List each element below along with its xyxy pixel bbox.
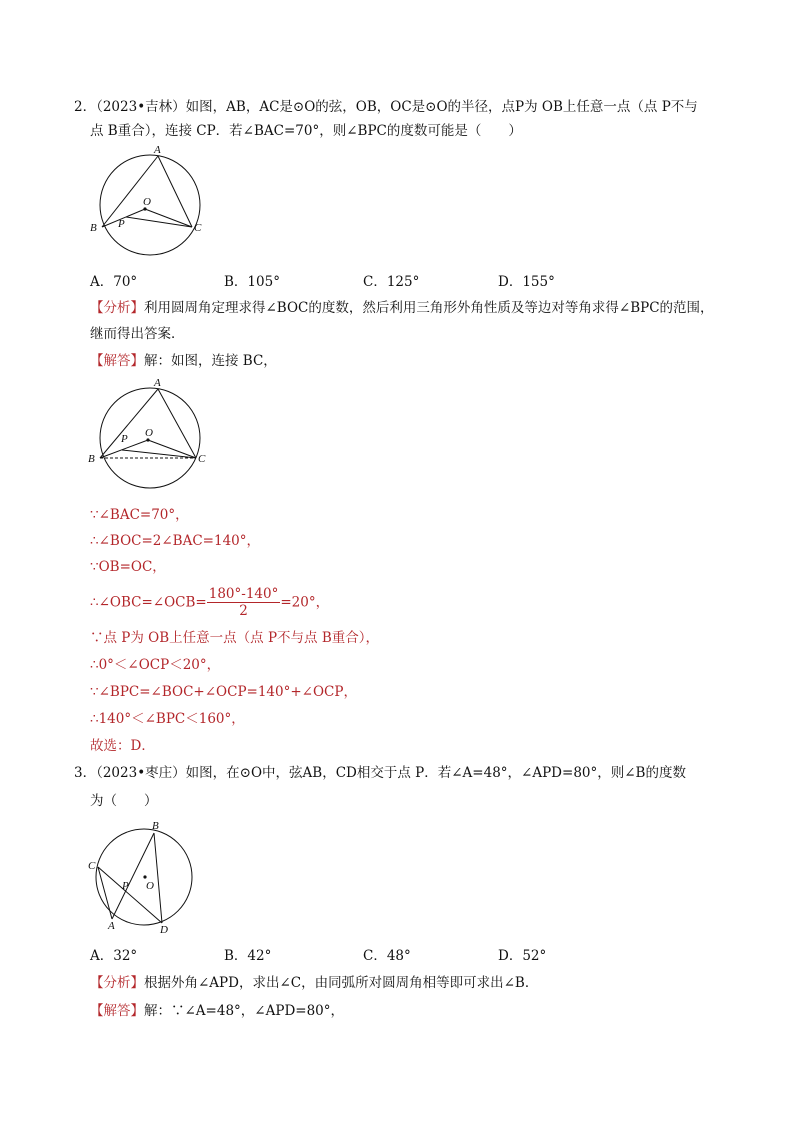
q3-analysis-tag: 【分析】 [90,975,144,991]
q3-segment-bd [154,833,162,923]
q2-stem-line1: 2．（2023•吉林）如图，AB，AC是⊙O的弦，OB，OC是⊙O的半径，点P为 OB上任意一点（点 P不与 [74,99,698,115]
q3-chord-ab [112,833,154,919]
q2-step-8: ∴140°＜∠BPC＜160°， [90,711,245,727]
q2-sol-label-o: O [145,427,153,439]
q2-fraction-denominator: 2 [239,603,248,619]
q2-analysis-line2: 继而得出答案． [90,326,185,342]
q2-fraction [207,586,281,619]
q3-option-a: A．32° [90,948,138,964]
q2-answer-intro [90,350,277,372]
q3-option-c: C．48° [363,948,411,964]
q3-chord-cd [98,867,162,923]
q2-step-4 [90,586,329,619]
q2-answer-tag: 【解答】 [90,353,144,369]
q2-chord-ab [102,156,158,227]
q3-answer-line [90,1000,344,1022]
q3-answer-text: 解：∵∠A=48°，∠APD=80°， [144,1003,345,1019]
q3-option-b: B．42° [224,948,272,964]
q3-label-d: D [160,924,168,936]
q2-label-o: O [143,196,151,208]
q3-option-d: D．52° [498,948,547,964]
q2-step-5: ∵点 P为 OB上任意一点（点 P不与点 B重合）， [90,630,379,646]
q3-label-c: C [88,860,96,872]
q2-fraction-numerator: 180°-140° [208,586,279,602]
q2-solution-figure [88,377,218,480]
q2-segment-cp [126,217,192,227]
q2-step-3: ∵OB=OC， [90,559,166,575]
q2-option-b: B．105° [224,274,280,290]
q3-analysis-line1 [90,972,538,994]
q2-figure [88,144,218,247]
q3-stem-line2: 为（ ） [90,793,158,809]
q2-step-7: ∵∠BPC=∠BOC+∠OCP=140°+∠OCP， [90,684,357,700]
q2-label-a: A [154,144,161,156]
q2-answer-intro-text: 解：如图，连接 BC， [144,353,277,369]
q2-sol-label-a: A [154,377,161,389]
q2-label-b: B [90,222,97,234]
q3-label-p: P [122,880,129,892]
q2-analysis-tag: 【分析】 [90,300,144,316]
q2-step-1: ∵∠BAC=70°， [90,507,189,523]
q3-answer-tag: 【解答】 [90,1003,144,1019]
q2-option-a: A．70° [90,274,138,290]
q2-label-c: C [194,222,202,234]
q3-analysis-text: 根据外角∠APD，求出∠C，由同弧所对圆周角相等即可求出∠B． [144,975,539,991]
q3-label-o: O [146,880,154,892]
q2-label-p: P [118,218,125,230]
q3-figure [86,820,206,936]
q2-step-4-text: ∴∠OBC=∠OCB= [90,594,207,611]
q2-option-d: D．155° [498,274,555,290]
q3-segment-ca [98,867,112,919]
q2-sol-chord-ac [158,389,196,458]
q2-sol-label-p: P [121,433,128,445]
q2-stem-line2: 点 B重合），连接 CP．若∠BAC=70°，则∠BPC的度数可能是（ ） [90,123,522,139]
q2-analysis-text: 利用圆周角定理求得∠BOC的度数，然后利用三角形外角性质及等边对等角求得∠BPC的范围， [144,300,714,316]
q3-label-b: B [152,820,159,832]
q3-label-a: A [108,920,115,932]
q3-center-dot [143,875,146,878]
q2-step-2: ∴∠BOC=2∠BAC=140°， [90,533,261,549]
q2-sol-label-c: C [198,453,206,465]
q2-conclusion: 故选：D． [90,738,155,754]
q2-step-6: ∴0°＜∠OCP＜20°， [90,657,221,673]
q2-step-4-tail: =20°， [280,594,330,611]
q2-option-c: C．125° [363,274,420,290]
q3-stem-line1: 3．（2023•枣庄）如图，在⊙O中，弦AB，CD相交于点 P．若∠A=48°，∠APD=80°，则∠B的度数 [74,765,686,781]
q2-analysis-line1 [90,297,714,319]
q2-sol-label-b: B [88,453,95,465]
